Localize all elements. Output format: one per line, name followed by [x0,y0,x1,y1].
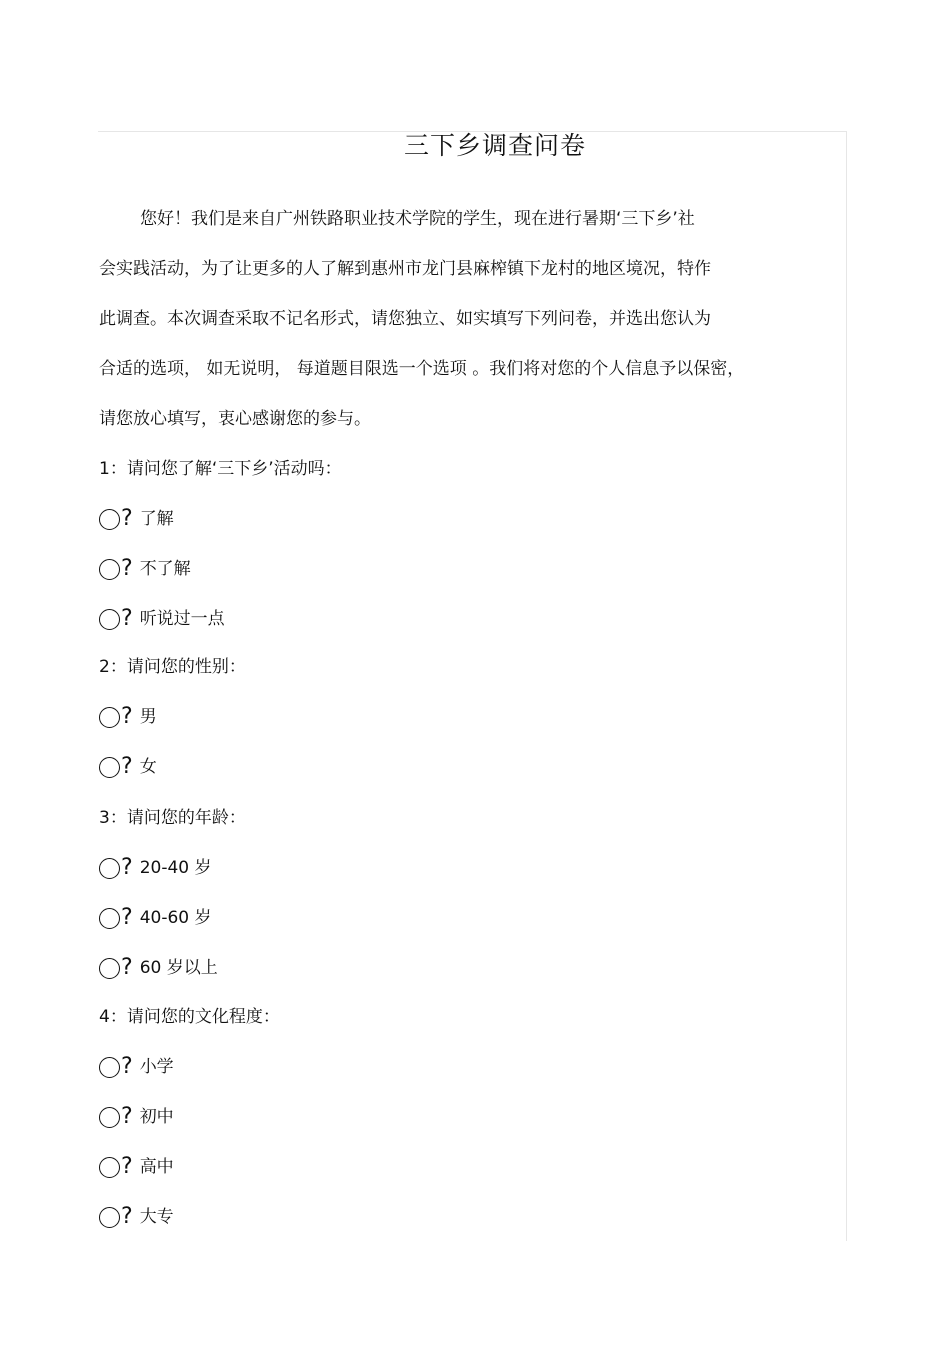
option-label: 听说过一点 [139,609,225,629]
radio-circle-icon[interactable] [99,908,120,929]
option-label: 20-40 岁 [139,858,212,878]
option-marker: ? [121,606,133,631]
option-label: 男 [139,707,157,727]
radio-circle-icon[interactable] [99,1207,120,1228]
option-4-4[interactable] [99,1192,799,1242]
option-4-2[interactable] [99,1092,799,1142]
intro-line: 合适的选项， 如无说明， 每道题目限选一个选项 。我们将对您的个人信息予以保密， [99,359,745,379]
option-label: 小学 [139,1057,174,1077]
option-3-3[interactable] [99,943,799,993]
radio-circle-icon[interactable] [99,559,120,580]
option-3-1[interactable] [99,843,799,893]
option-marker: ? [121,855,133,880]
option-2-2[interactable] [99,742,799,792]
radio-circle-icon[interactable] [99,958,120,979]
option-2-1[interactable] [99,692,799,742]
radio-circle-icon[interactable] [99,1157,120,1178]
intro-line: 您好！我们是来自广州铁路职业技术学院的学生，现在进行暑期‘三下乡’社 [140,209,695,229]
option-marker: ? [121,704,133,729]
option-1-2[interactable] [99,544,799,594]
option-1-1[interactable] [99,494,799,544]
option-label: 60 岁以上 [139,958,218,978]
radio-circle-icon[interactable] [99,707,120,728]
option-marker: ? [121,905,133,930]
option-4-1[interactable] [99,1042,799,1092]
question-3-text: 3：请问您的年龄： [99,808,246,828]
radio-circle-icon[interactable] [99,1107,120,1128]
option-label: 了解 [139,509,174,529]
option-marker: ? [121,506,133,531]
option-label: 初中 [139,1107,174,1127]
radio-circle-icon[interactable] [99,1057,120,1078]
question-4-text: 4：请问您的文化程度： [99,1007,280,1027]
option-label: 不了解 [139,559,191,579]
question-block-1 [99,454,799,644]
option-marker: ? [121,955,133,980]
radio-circle-icon[interactable] [99,757,120,778]
intro-line: 请您放心填写，衷心感谢您的参与。 [99,409,371,429]
option-marker: ? [121,1104,133,1129]
option-marker: ? [121,1154,133,1179]
question-block-3 [99,803,799,993]
document-title: 三下乡调查问卷 [403,131,586,160]
question-1-text: 1：请问您了解‘三下乡’活动吗： [99,459,342,479]
option-label: 大专 [139,1207,174,1227]
radio-circle-icon[interactable] [99,509,120,530]
option-label: 高中 [139,1157,174,1177]
radio-circle-icon[interactable] [99,858,120,879]
option-marker: ? [121,754,133,779]
intro-line: 会实践活动，为了让更多的人了解到惠州市龙门县麻榨镇下龙村的地区境况，特作 [99,259,711,279]
option-marker: ? [121,556,133,581]
option-label: 女 [139,757,157,777]
option-marker: ? [121,1054,133,1079]
radio-circle-icon[interactable] [99,609,120,630]
option-3-2[interactable] [99,893,799,943]
option-label: 40-60 岁 [139,908,212,928]
option-4-3[interactable] [99,1142,799,1192]
option-marker: ? [121,1204,133,1229]
intro-line: 此调查。本次调查采取不记名形式，请您独立、如实填写下列问卷，并选出您认为 [99,309,711,329]
option-1-3[interactable] [99,594,799,644]
question-block-4 [99,1002,799,1242]
question-block-2 [99,652,799,792]
intro-paragraph [99,197,819,447]
question-2-text: 2：请问您的性别： [99,657,246,677]
